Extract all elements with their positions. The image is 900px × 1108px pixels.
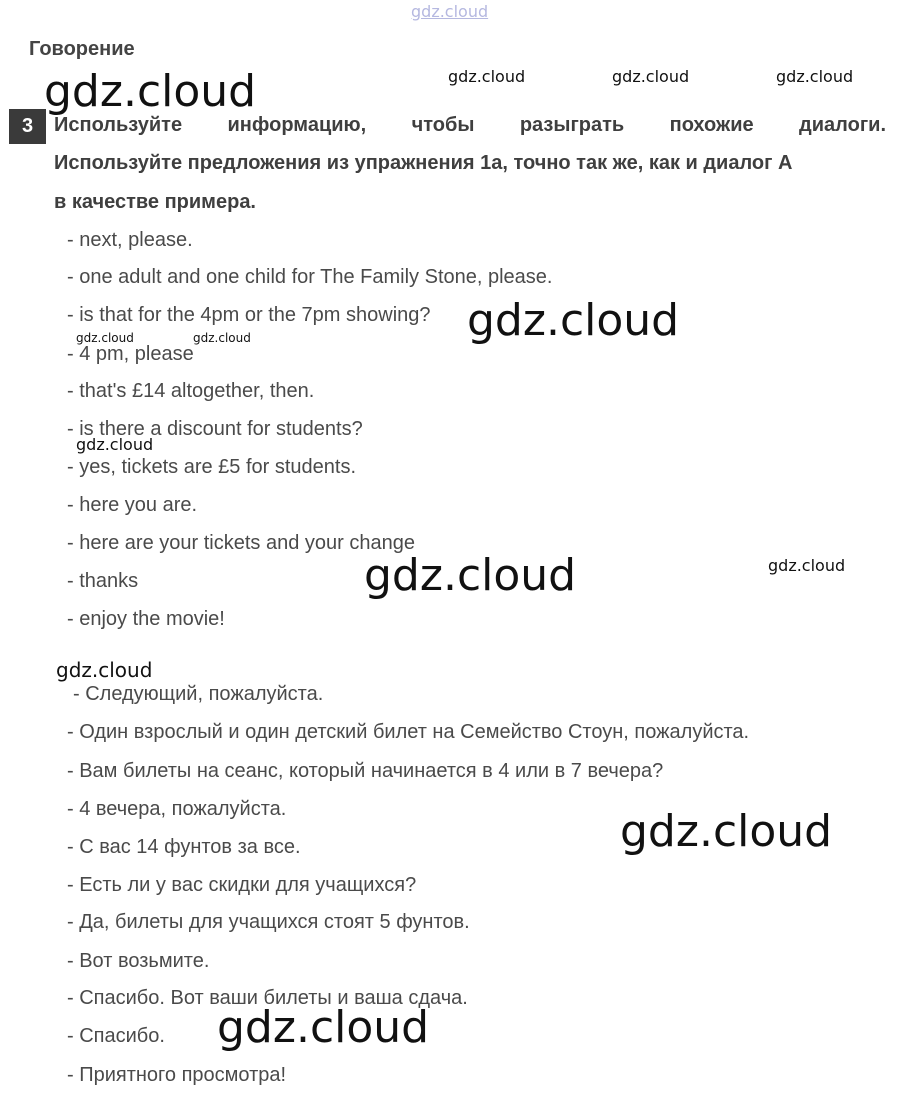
- watermark: gdz.cloud: [217, 1002, 430, 1053]
- russian-line: - Спасибо. Вот ваши билеты и ваша сдача.: [67, 987, 468, 1009]
- watermark: gdz.cloud: [768, 556, 846, 575]
- exercise-instruction-line-1: Используйте информацию, чтобы разыграть похожие диалоги.: [54, 114, 886, 136]
- russian-line: - Один взрослый и один детский билет на Семейство Стоун, пожалуйста.: [67, 721, 750, 743]
- watermark: gdz.cloud: [467, 295, 680, 346]
- russian-line: - Вам билеты на сеанс, который начинается в 4 или в 7 вечера?: [67, 760, 664, 782]
- russian-line: - Следующий, пожалуйста.: [73, 683, 324, 705]
- english-line: - 4 pm, please: [67, 343, 194, 365]
- english-line: - that's £14 altogether, then.: [67, 380, 315, 402]
- watermark-top: gdz.cloud: [411, 2, 489, 21]
- english-line: - is there a discount for students?: [67, 418, 363, 440]
- watermark: gdz.cloud: [76, 331, 134, 345]
- watermark: gdz.cloud: [364, 550, 577, 601]
- watermark: gdz.cloud: [44, 66, 257, 117]
- russian-line: - Есть ли у вас скидки для учащихся?: [67, 874, 417, 896]
- watermark: gdz.cloud: [76, 435, 154, 454]
- watermark: gdz.cloud: [612, 67, 690, 86]
- watermark: gdz.cloud: [776, 67, 854, 86]
- english-line: - is that for the 4pm or the 7pm showing?: [67, 304, 431, 326]
- english-line: - one adult and one child for The Family Stone, please.: [67, 266, 553, 288]
- english-line: - here you are.: [67, 494, 198, 516]
- russian-line: - С вас 14 фунтов за все.: [67, 836, 301, 858]
- english-line: - thanks: [67, 570, 139, 592]
- exercise-number-badge: 3: [9, 109, 46, 144]
- russian-line: - Вот возьмите.: [67, 950, 210, 972]
- section-title: Говорение: [29, 38, 135, 60]
- english-line: - yes, tickets are £5 for students.: [67, 456, 357, 478]
- english-line: - enjoy the movie!: [67, 608, 225, 630]
- watermark: gdz.cloud: [620, 806, 833, 857]
- exercise-instruction-line-2: Используйте предложения из упражнения 1а, точно так же, как и диалог А: [54, 152, 793, 174]
- english-line: - here are your tickets and your change: [67, 532, 415, 554]
- russian-line: - 4 вечера, пожалуйста.: [67, 798, 287, 820]
- watermark: gdz.cloud: [56, 658, 153, 682]
- english-line: - next, please.: [67, 229, 193, 251]
- russian-line: - Спасибо.: [67, 1025, 165, 1047]
- watermark: gdz.cloud: [448, 67, 526, 86]
- watermark: gdz.cloud: [193, 331, 251, 345]
- russian-line: - Да, билеты для учащихся стоят 5 фунтов.: [67, 911, 470, 933]
- exercise-instruction-line-3: в качестве примера.: [54, 191, 256, 213]
- russian-line: - Приятного просмотра!: [67, 1064, 287, 1086]
